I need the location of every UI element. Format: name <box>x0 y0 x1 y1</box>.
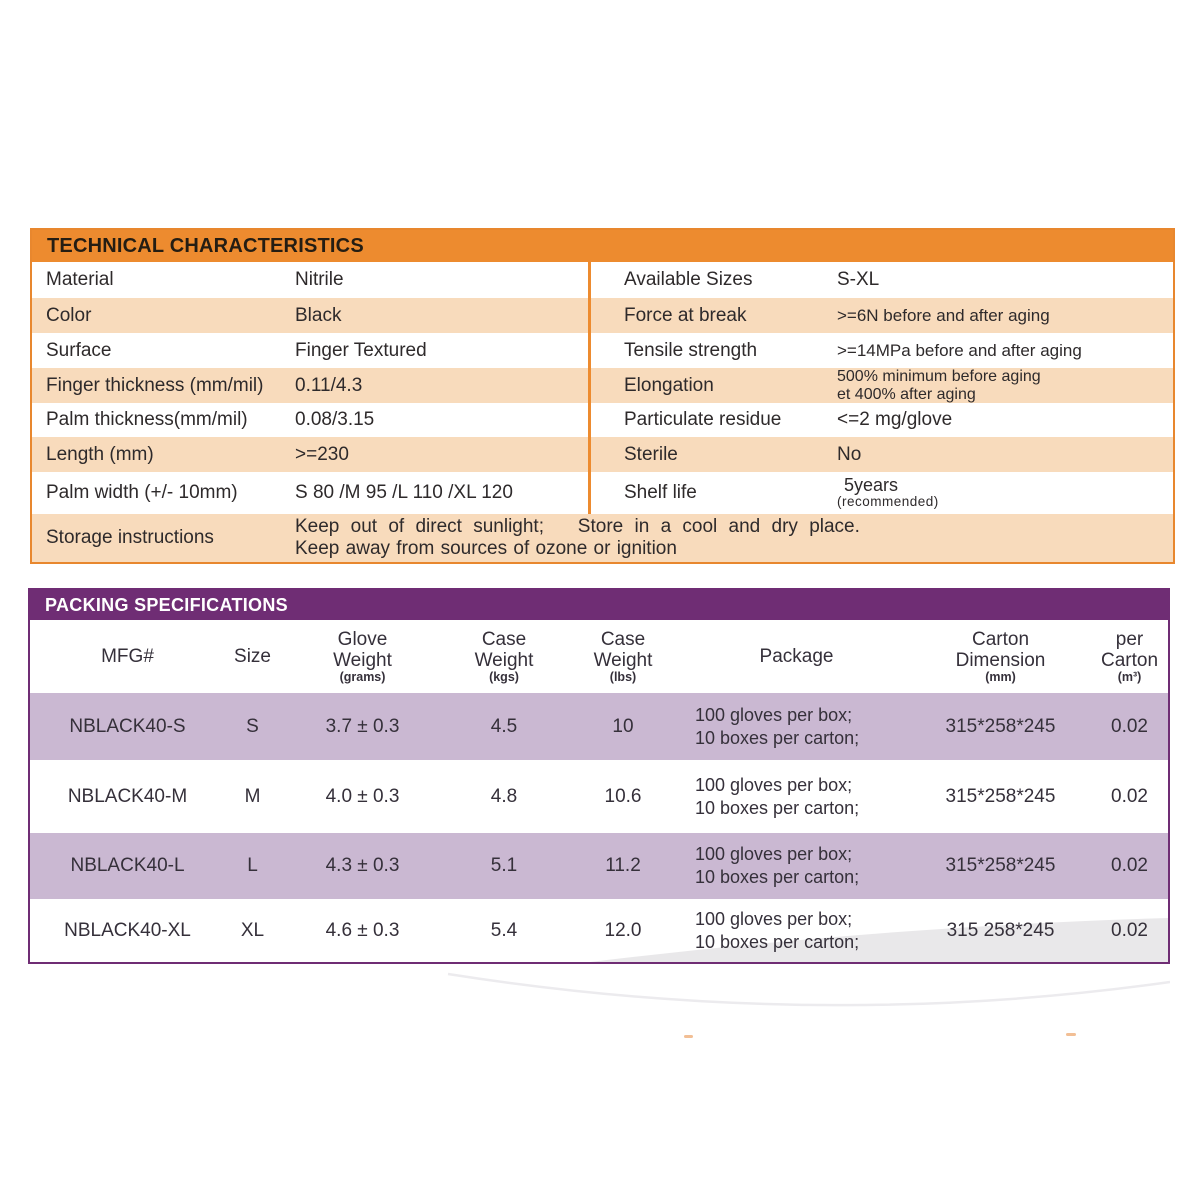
tech-value: 0.11/4.3 <box>295 374 363 396</box>
cell-per-carton: 0.02 <box>1111 785 1148 807</box>
col-header-unit: (kgs) <box>489 670 519 684</box>
tech-label: Finger thickness (mm/mil) <box>46 374 264 396</box>
tech-label: Force at break <box>624 304 747 326</box>
cell-package <box>683 704 910 750</box>
cell-size: L <box>247 855 258 876</box>
tech-row-palm-width <box>32 472 588 514</box>
tech-row-color <box>32 298 588 333</box>
package-line: 100 gloves per box; <box>695 844 853 864</box>
package-line: 10 boxes per carton; <box>695 867 860 887</box>
cell-size: M <box>244 785 261 807</box>
cell-carton-dimension: 315*258*245 <box>945 715 1056 737</box>
col-header-line: Carton <box>971 629 1030 650</box>
cell-per-carton: 0.02 <box>1111 855 1148 876</box>
cell-package <box>683 774 910 820</box>
cell-glove-weight: 4.0 ± 0.3 <box>325 785 400 807</box>
table-row-nblack40-m <box>30 760 1168 833</box>
tech-row-shelf-life <box>591 472 1173 514</box>
col-header-glove-weight <box>280 629 445 684</box>
cell-size: XL <box>240 919 265 941</box>
table-row-nblack40-xl <box>30 899 1168 962</box>
technical-right-column <box>591 262 1173 514</box>
tech-value: >=6N before and after aging <box>837 305 1050 325</box>
table-row-nblack40-s <box>30 693 1168 760</box>
col-header-line: Carton <box>1100 650 1159 671</box>
col-header-line: Weight <box>333 650 392 671</box>
tech-label: Material <box>46 269 114 290</box>
tech-row-elongation <box>591 368 1173 403</box>
tech-row-sterile <box>591 437 1173 472</box>
tech-value: Black <box>295 304 342 326</box>
technical-characteristics-table <box>30 228 1175 564</box>
col-header-line: Weight <box>474 650 534 671</box>
col-header-unit: (lbs) <box>609 670 637 684</box>
col-header-unit: (grams) <box>339 670 386 684</box>
cell-carton-dimension: 315*258*245 <box>945 785 1056 807</box>
table-row-nblack40-l <box>30 833 1168 899</box>
tech-label: Color <box>46 304 92 326</box>
cell-size: S <box>246 715 259 737</box>
tech-value: 0.08/3.15 <box>295 409 375 430</box>
cell-mfg: NBLACK40-S <box>69 715 186 737</box>
tech-label: Length (mm) <box>46 443 154 465</box>
cell-case-weight-kgs: 4.8 <box>490 785 518 807</box>
tech-row-storage-instructions <box>32 514 1173 562</box>
cell-mfg: NBLACK40-M <box>67 785 188 807</box>
col-header-carton-dimension <box>910 629 1091 684</box>
technical-left-column <box>32 262 588 514</box>
storage-line-1: Keep out of direct sunlight; Store in a cool and dry place. <box>295 516 860 537</box>
cell-per-carton: 0.02 <box>1111 715 1148 737</box>
tech-label: Elongation <box>624 374 714 396</box>
package-line: 100 gloves per box; <box>695 704 853 725</box>
tech-row-finger-thickness <box>32 368 588 403</box>
cell-glove-weight: 3.7 ± 0.3 <box>325 715 400 737</box>
package-line: 10 boxes per carton; <box>695 931 860 952</box>
tech-value: Finger Textured <box>295 339 427 361</box>
cell-case-weight-lbs: 11.2 <box>605 855 641 876</box>
decorative-speck <box>1066 1033 1076 1036</box>
tech-row-length <box>32 437 588 472</box>
col-header-line: Case <box>600 629 646 650</box>
tech-value: >=14MPa before and after aging <box>837 340 1082 360</box>
col-header-unit: (mm) <box>985 670 1016 684</box>
package-line: 100 gloves per box; <box>695 908 853 929</box>
cell-per-carton: 0.02 <box>1111 919 1148 941</box>
packing-column-headers <box>30 620 1168 693</box>
tech-value: S 80 /M 95 /L 110 /XL 120 <box>295 482 513 503</box>
shelf-life-note: (recommended) <box>837 494 939 510</box>
tech-label: Tensile strength <box>624 339 758 361</box>
tech-label: Storage instructions <box>46 527 214 548</box>
cell-case-weight-lbs: 10 <box>612 715 634 737</box>
col-header-unit: (m³) <box>1117 670 1142 684</box>
col-header-line: Dimension <box>955 650 1046 671</box>
tech-row-tensile-strength <box>591 333 1173 368</box>
tech-value: S-XL <box>837 269 880 290</box>
col-header-per-carton <box>1091 629 1168 684</box>
elongation-line-2: et 400% after aging <box>837 385 976 403</box>
packing-table-title: PACKING SPECIFICATIONS <box>30 590 1168 620</box>
decorative-curve <box>28 966 1170 1036</box>
cell-carton-dimension: 315 258*245 <box>946 919 1055 941</box>
tech-label: Palm thickness(mm/mil) <box>46 409 248 430</box>
tech-value <box>837 476 939 509</box>
cell-carton-dimension: 315*258*245 <box>945 855 1056 876</box>
tech-row-available-sizes <box>591 262 1173 298</box>
cell-glove-weight: 4.3 ± 0.3 <box>325 855 400 876</box>
tech-row-particulate-residue <box>591 403 1173 437</box>
tech-label: Particulate residue <box>624 409 782 430</box>
tech-value: Nitrile <box>295 269 344 290</box>
cell-mfg: NBLACK40-L <box>70 855 185 876</box>
col-header-size: Size <box>234 646 271 667</box>
cell-case-weight-lbs: 10.6 <box>604 785 642 807</box>
cell-case-weight-kgs: 5.1 <box>490 855 518 876</box>
cell-case-weight-kgs: 5.4 <box>490 919 518 941</box>
tech-value: No <box>837 443 862 465</box>
technical-table-body <box>32 262 1173 514</box>
tech-row-force-at-break <box>591 298 1173 333</box>
tech-row-material <box>32 262 588 298</box>
decorative-speck <box>684 1035 693 1038</box>
storage-instructions-value <box>295 516 860 560</box>
col-header-case-weight-lbs <box>563 629 683 684</box>
shelf-life-value: 5years <box>844 475 899 496</box>
cell-glove-weight: 4.6 ± 0.3 <box>325 919 400 941</box>
package-line: 10 boxes per carton; <box>695 797 860 818</box>
tech-label: Palm width (+/- 10mm) <box>46 482 238 503</box>
tech-label: Sterile <box>624 443 678 465</box>
package-line: 10 boxes per carton; <box>695 727 860 748</box>
col-header-line: Glove <box>337 629 388 650</box>
tech-label: Shelf life <box>624 482 697 503</box>
col-header-line: Case <box>481 629 527 650</box>
cell-package <box>683 908 910 954</box>
col-header-line: Weight <box>593 650 653 671</box>
cell-package <box>683 843 910 889</box>
cell-mfg: NBLACK40-XL <box>64 919 191 941</box>
col-header-line: per <box>1115 629 1144 650</box>
tech-row-palm-thickness <box>32 403 588 437</box>
col-header-package: Package <box>759 646 834 667</box>
tech-row-surface <box>32 333 588 368</box>
col-header-mfg: MFG# <box>101 646 154 667</box>
tech-value: >=230 <box>295 443 349 465</box>
storage-line-2: Keep away from sources of ozone or ignition <box>295 538 677 559</box>
tech-value: <=2 mg/glove <box>837 409 953 430</box>
tech-label: Available Sizes <box>624 269 753 290</box>
cell-case-weight-kgs: 4.5 <box>490 715 518 737</box>
packing-specifications-table <box>28 588 1170 964</box>
tech-value <box>837 368 1041 404</box>
elongation-line-1: 500% minimum before aging <box>837 367 1041 385</box>
col-header-case-weight-kgs <box>445 629 563 684</box>
package-line: 100 gloves per box; <box>695 774 853 795</box>
cell-case-weight-lbs: 12.0 <box>604 919 642 941</box>
tech-label: Surface <box>46 339 112 361</box>
technical-table-title: TECHNICAL CHARACTERISTICS <box>32 230 1173 262</box>
